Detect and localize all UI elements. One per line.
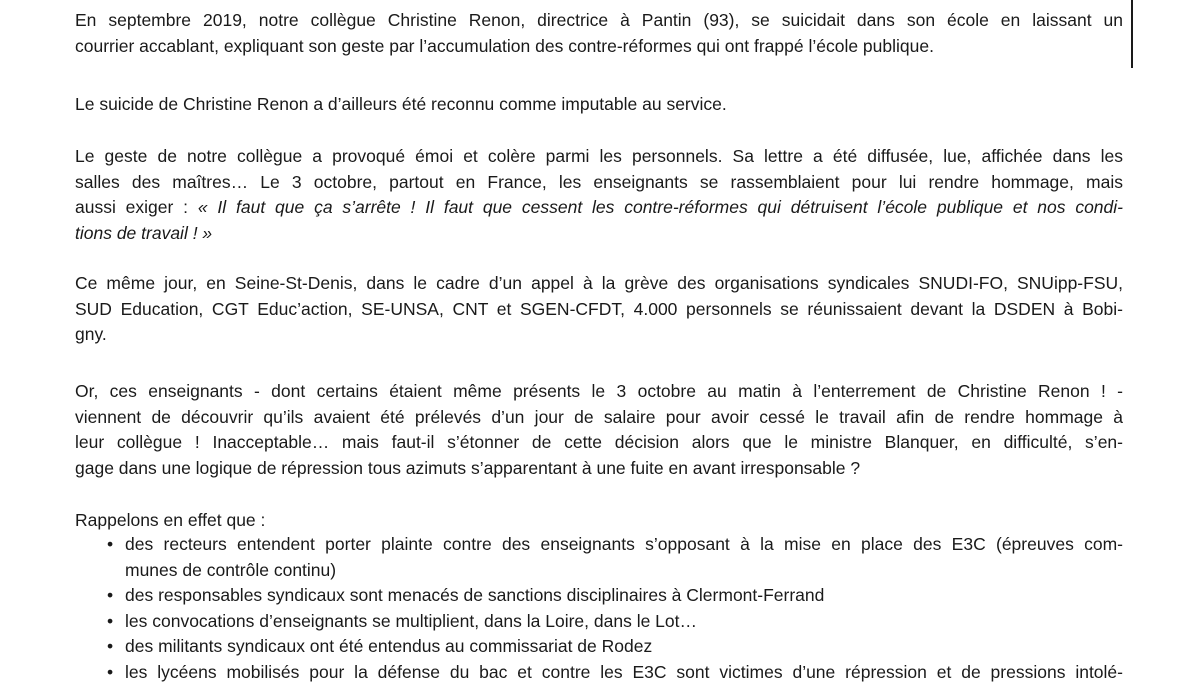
text-line: courrier accablant, expliquant son geste par l’accumulation des contre-réformes qui ont frappé l’école publique.	[75, 34, 1123, 60]
text-line: Ce même jour, en Seine-St-Denis, dans le cadre d’un appel à la grève des organisations syndicales SNUDI-FO, SNUipp-FSU,	[75, 271, 1123, 297]
text-line-with-quote	[75, 195, 1123, 221]
paragraph-emotion-colere	[75, 144, 1123, 246]
list-item	[75, 634, 1123, 660]
text-line: salles des maîtres… Le 3 octobre, partout en France, les enseignants se rassemblaient pour lui rendre hommage, mais	[75, 170, 1123, 196]
paragraph-pantin-suicide	[75, 8, 1123, 59]
text-line: Rappelons en effet que :	[75, 508, 1123, 534]
paragraph-seine-st-denis	[75, 271, 1123, 348]
text-line: les convocations d’enseignants se multiplient, dans la Loire, dans le Lot…	[125, 609, 1123, 635]
text-line: gage dans une logique de répression tous azimuts s’apparentant à une fuite en avant irresponsable ?	[75, 456, 1123, 482]
text-line: En septembre 2019, notre collègue Christine Renon, directrice à Pantin (93), se suicidait dans son école en laissant un	[75, 8, 1123, 34]
paragraph-salary-deduction	[75, 379, 1123, 481]
text-line: SUD Education, CGT Educ’action, SE-UNSA, CNT et SGEN-CFDT, 4.000 personnels se réunissaient devant la DSDEN à Bobi-	[75, 297, 1123, 323]
text-line: munes de contrôle continu)	[125, 558, 1123, 584]
text-line: viennent de découvrir qu’ils avaient été prélevés d’un jour de salaire pour avoir cessé le travail afin de rendre hommage à	[75, 405, 1123, 431]
text-line: gny.	[75, 322, 1123, 348]
list-item	[75, 660, 1123, 685]
bullet-icon: •	[107, 532, 113, 558]
repression-list	[75, 532, 1123, 685]
bullet-icon: •	[107, 660, 113, 685]
bullet-icon: •	[107, 583, 113, 609]
margin-rule	[1131, 0, 1133, 68]
text-line: Or, ces enseignants - dont certains étaient même présents le 3 octobre au matin à l’enterrement de Christine Renon ! -	[75, 379, 1123, 405]
quote-text: tions de travail ! »	[75, 221, 1123, 247]
quote-text: « Il faut que ça s’arrête ! Il faut que cessent les contre-réformes qui détruisent l’école publique et nos condi-	[198, 197, 1123, 217]
list-item	[75, 532, 1123, 583]
paragraph-imputable-service	[75, 92, 1123, 118]
text-line: des responsables syndicaux sont menacés de sanctions disciplinaires à Clermont-Ferrand	[125, 583, 1123, 609]
text-line: Le suicide de Christine Renon a d’ailleurs été reconnu comme imputable au service.	[75, 92, 1123, 118]
bullet-icon: •	[107, 634, 113, 660]
text-line: des recteurs entendent porter plainte contre des enseignants s’opposant à la mise en place des E3C (épreuves com-	[125, 532, 1123, 558]
bullet-icon: •	[107, 609, 113, 635]
text-line: Le geste de notre collègue a provoqué émoi et colère parmi les personnels. Sa lettre a été diffusée, lue, affichée dans les	[75, 144, 1123, 170]
list-item	[75, 609, 1123, 635]
text-line: leur collègue ! Inacceptable… mais faut-il s’étonner de cette décision alors que le ministre Blanquer, en difficulté, s’en-	[75, 430, 1123, 456]
text-line: les lycéens mobilisés pour la défense du bac et contre les E3C sont victimes d’une répression et de pressions intolé-	[125, 660, 1123, 685]
text-line: des militants syndicaux ont été entendus au commissariat de Rodez	[125, 634, 1123, 660]
text-segment: aussi exiger :	[75, 197, 198, 217]
paragraph-rappelons	[75, 508, 1123, 534]
list-item	[75, 583, 1123, 609]
